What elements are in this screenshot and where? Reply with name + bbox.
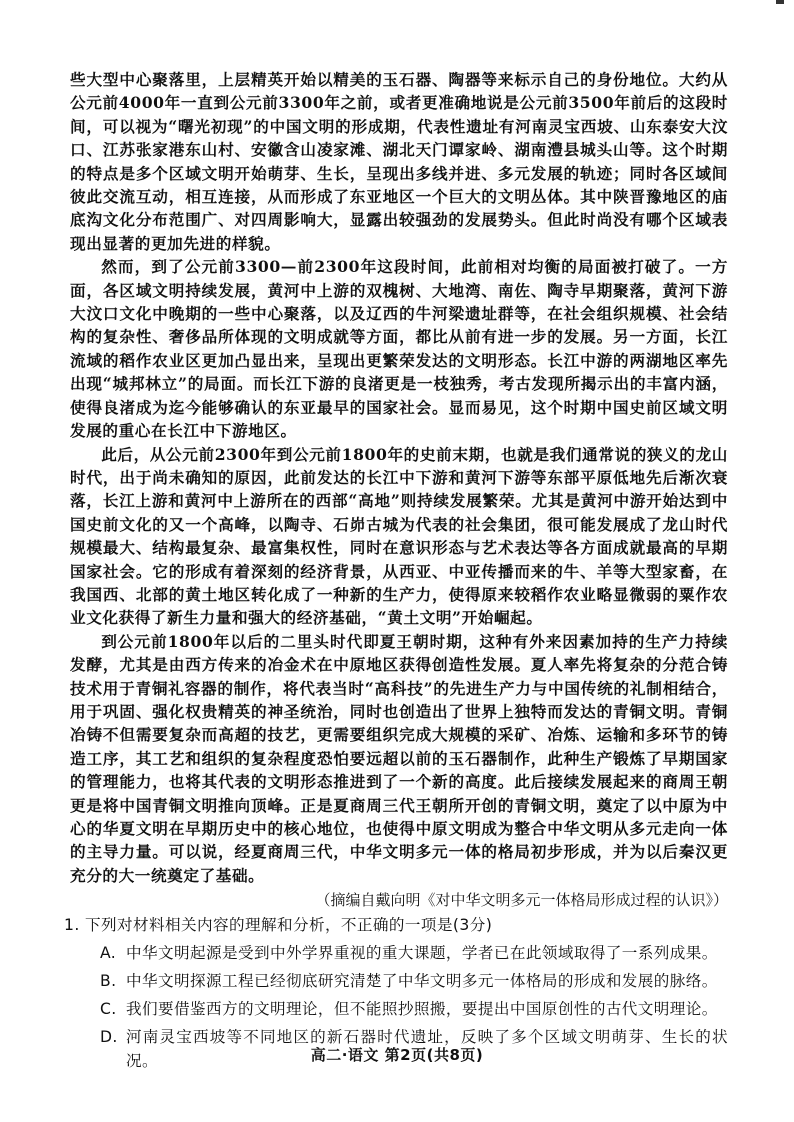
scan-mark xyxy=(776,0,784,4)
option-text: 中华文明起源是受到中外学界重视的重大课题，学者已在此领域取得了一系列成果。 xyxy=(126,944,718,963)
option-text: 河南灵宝西坡等不同地区的新石器时代遗址，反映了多个区域文明萌芽、生长的状况。 xyxy=(126,1028,728,1071)
option-a xyxy=(100,941,728,965)
article-paragraph-3: 此后，从公元前2300年到公元前1800年的史前末期，也就是我们通常说的狭义的龙山时代，出于尚未确知的原因，此前发达的长江中下游和黄河下游等东部平原低地先后渐次衰落，长江上游和黄河中上游所在的西部“高地”则持续发展繁荣。尤其是黄河中游开始达到中国史前文化的又一个高峰，以陶寺、石峁古城为代表的社会集团，很可能发展成了龙山时代规模最大、结构最复杂、最富集权性，同时在意识形态与艺术表达等各方面成就最高的早期国家社会。它的形成有着深刻的经济背景，从西亚、中亚传播而来的牛、羊等大型家畜，在我国西、北部的黄土地区转化成了一种新的生产力，使得原来较稻作农业略显微弱的粟作农业文化获得了新生力量和强大的经济基础，“黄土文明”开始崛起。 xyxy=(70,444,728,628)
option-c xyxy=(100,997,728,1021)
option-letter: A. xyxy=(100,944,117,963)
article-paragraph-1: 些大型中心聚落里，上层精英开始以精美的玉石器、陶器等来标示自己的身份地位。大约从公元前4000年一直到公元前3300年之前，或者更准确地说是公元前3500年前后的这段时间，可以视为“曙光初现”的中国文明的形成期，代表性遗址有河南灵宝西坡、山东泰安大汶口、江苏张家港东山村、安徽含山凌家滩、湖北天门谭家岭、湖南澧县城头山等。这个时期的特点是多个区域文明开始萌芽、生长，呈现出多线并进、多元发展的轨迹；同时各区域间彼此交流互动，相互连接，从而形成了东亚地区一个巨大的文明丛体。其中陕晋豫地区的庙底沟文化分布范围广、对四周影响大，显露出较强劲的发展势头。但此时尚没有哪个区域表现出显著的更加先进的样貌。 xyxy=(70,70,728,253)
option-letter: C. xyxy=(100,1000,117,1019)
article-paragraph-4: 到公元前1800年以后的二里头时代即夏王朝时期，这种有外来因素加持的生产力持续发酵，尤其是由西方传来的冶金术在中原地区获得创造性发展。夏人率先将复杂的分范合铸技术用于青铜礼容器的制作，将代表当时“高科技”的先进生产力与中国传统的礼制相结合，用于巩固、强化权贵精英的神圣统治，同时也创造出了世界上独特而发达的青铜文明。青铜冶铸不但需要复杂而高超的技艺，更需要组织完成大规模的采矿、冶炼、运输和多环节的铸造工序，其工艺和组织的复杂程度恐怕要远超以前的玉石器制作，此种生产锻炼了早期国家的管理能力，也将其代表的文明形态推进到了一个新的高度。此后接续发展起来的商周王朝更是将中国青铜文明推向顶峰。正是夏商周三代王朝所开创的青铜文明，奠定了以中原为中心的华夏文明在早期历史中的核心地位，也使得中原文明成为整合中华文明从多元走向一体的主导力量。可以说，经夏商周三代，中华文明多元一体的格局初步形成，并为以后秦汉更充分的大一统奠定了基础。 xyxy=(70,631,728,885)
article-source: （摘编自戴向明《对中华文明多元一体格局形成过程的认识》） xyxy=(315,891,728,910)
option-text: 中华文明探源工程已经彻底研究清楚了中华文明多元一体格局的形成和发展的脉络。 xyxy=(126,972,718,991)
option-text: 我们要借鉴西方的文明理论，但不能照抄照搬，要提出中国原创性的古代文明理论。 xyxy=(126,1000,718,1019)
question-stem: 1. 下列对材料相关内容的理解和分析，不正确的一项是(3分) xyxy=(64,916,493,935)
page-footer: 高二·语文 第2页(共8页) xyxy=(310,1046,484,1064)
option-b xyxy=(100,969,728,993)
article-paragraph-2: 然而，到了公元前3300—前2300年这段时间，此前相对均衡的局面被打破了。一方面，各区域文明持续发展，黄河中上游的双槐树、大地湾、南佐、陶寺早期聚落，黄河下游大汶口文化中晚期的一些中心聚落，以及辽西的牛河梁遗址群等，在社会组织规模、社会结构的复杂性、奢侈品所体现的文明成就等方面，都比从前有进一步的发展。另一方面，长江流域的稻作农业区更加凸显出来，呈现出更繁荣发达的文明形态。长江中游的两湖地区率先出现“城邦林立”的局面。而长江下游的良渚更是一枝独秀，考古发现所揭示出的丰富内涵，使得良渚成为迄今能够确认的东亚最早的国家社会。显而易见，这个时期中国史前区域文明发展的重心在长江中下游地区。 xyxy=(70,257,728,441)
option-letter: D. xyxy=(100,1028,118,1047)
option-letter: B. xyxy=(100,972,117,991)
